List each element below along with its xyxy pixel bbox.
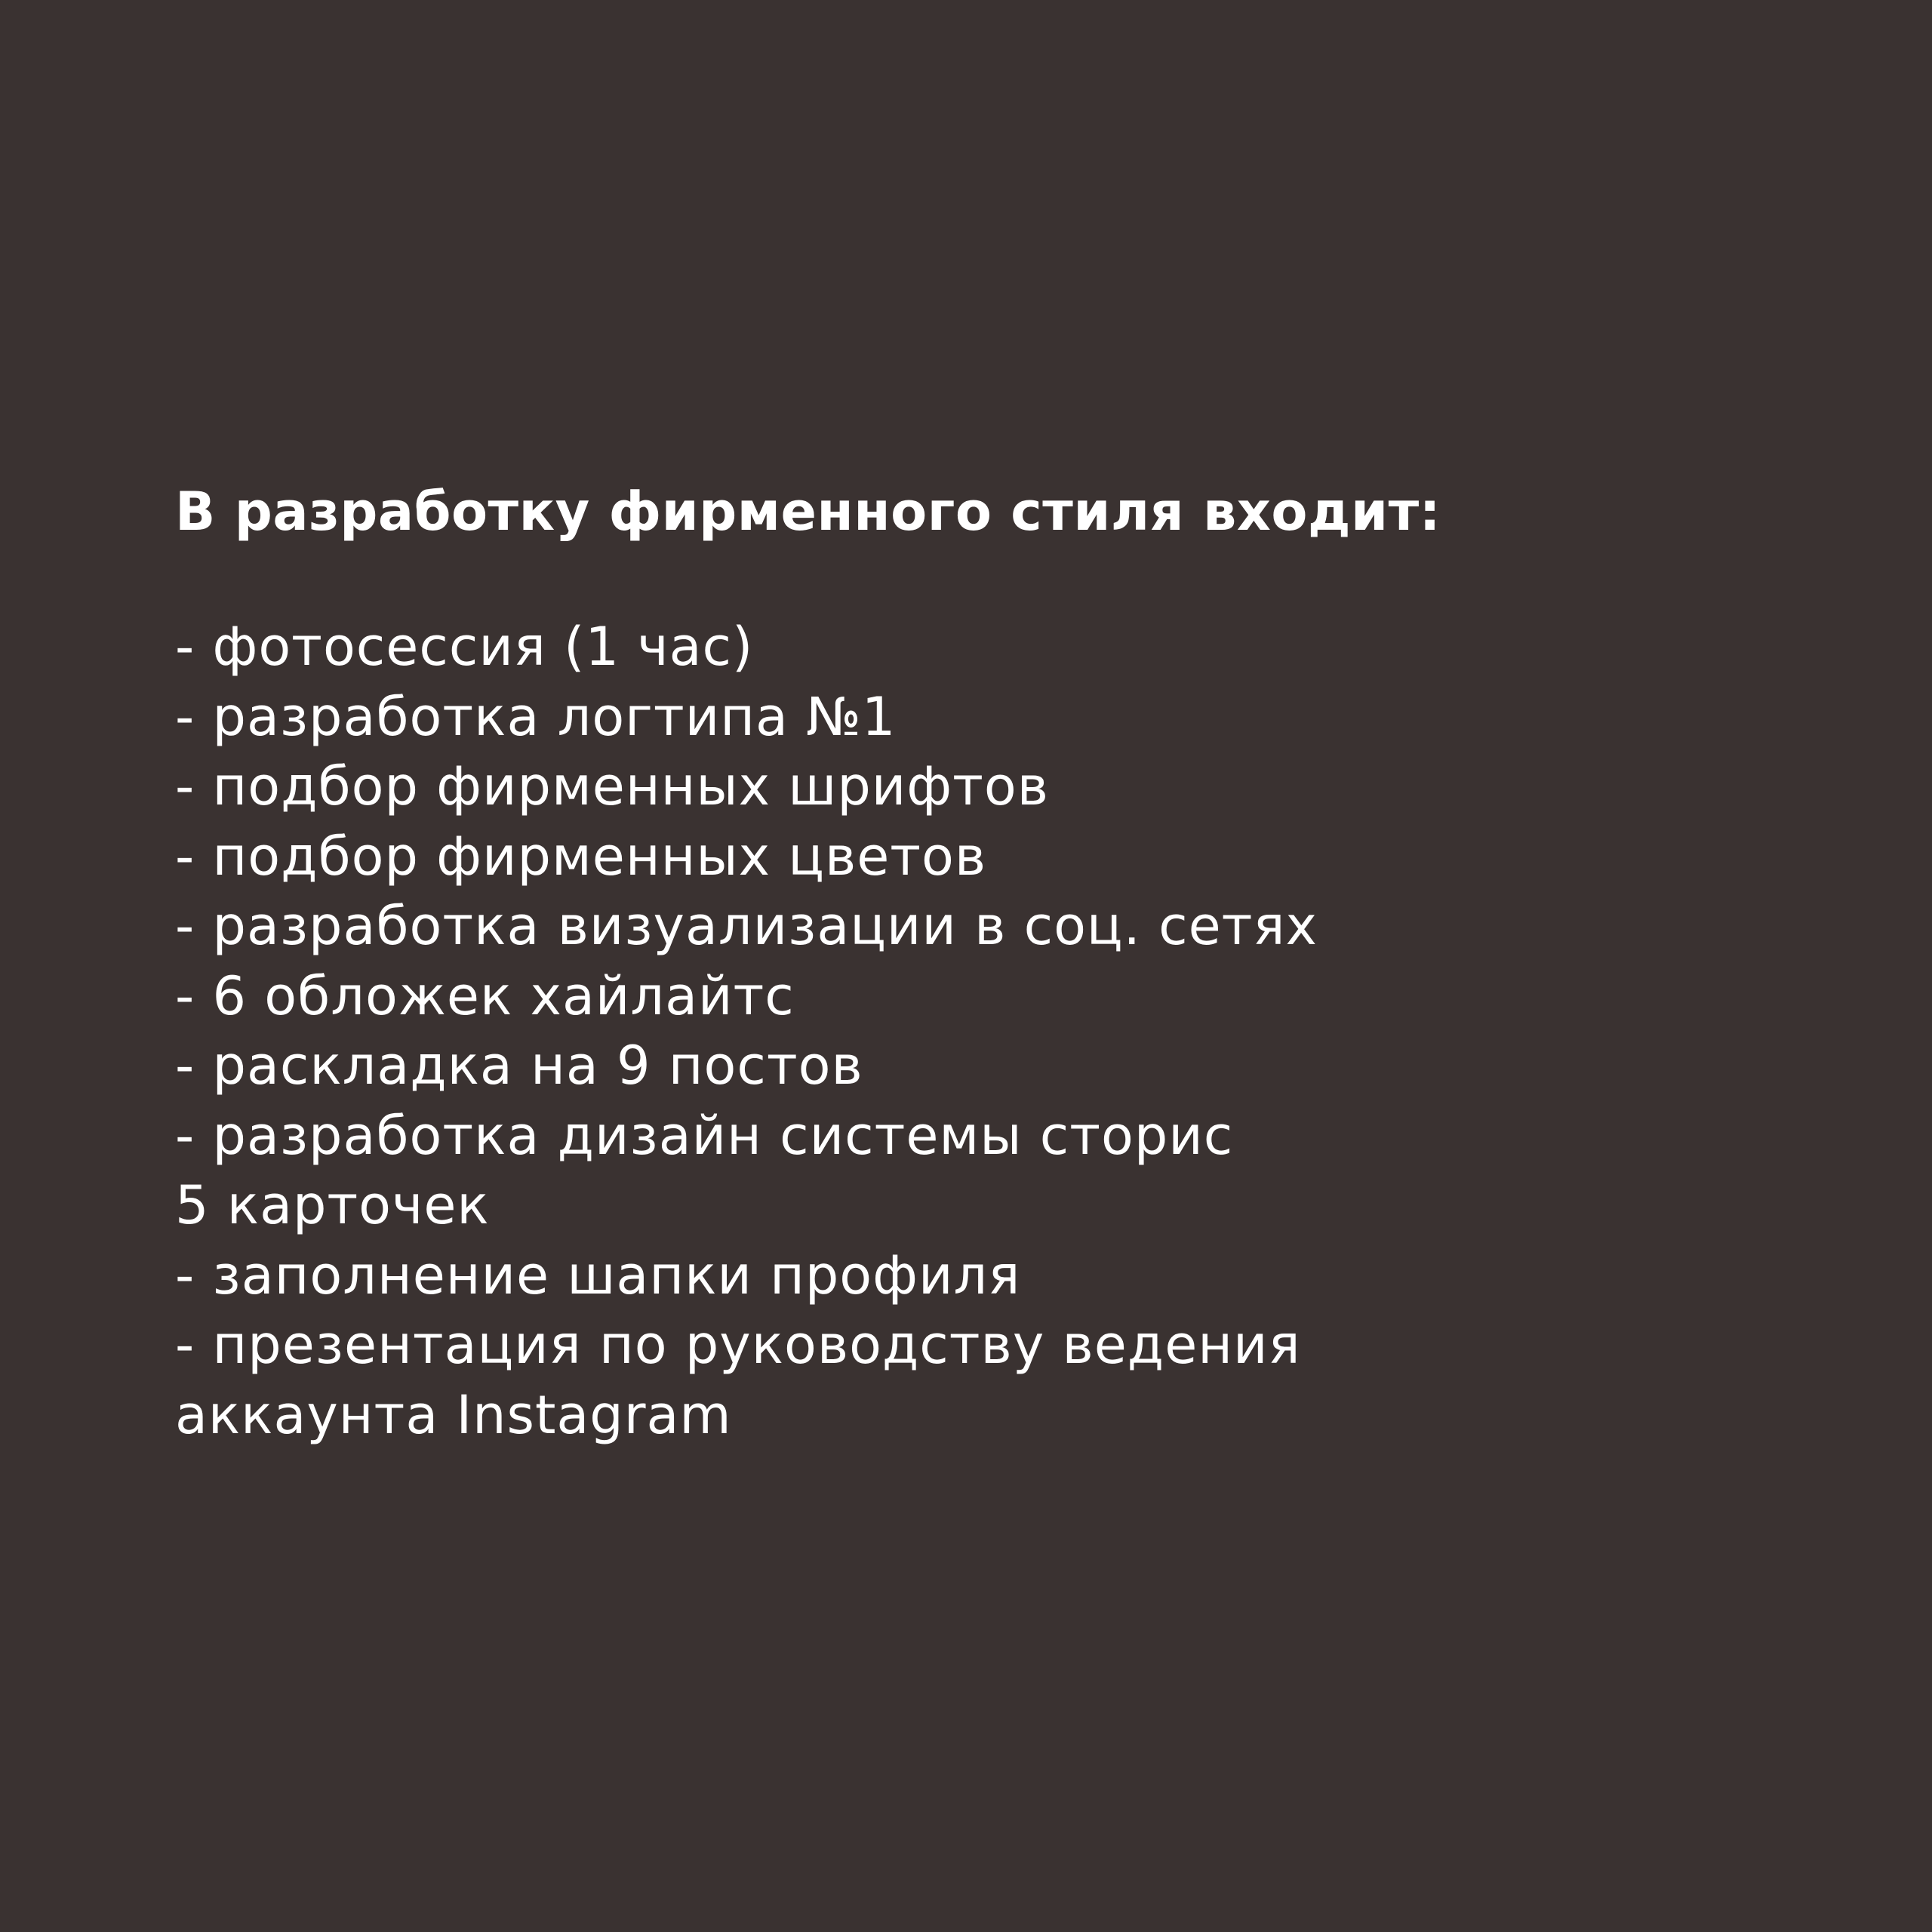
- list-item: - подбор фирменных цветов: [175, 825, 987, 888]
- list-item: - разработка визуализации в соц. сетях: [175, 895, 1318, 957]
- list-item: - разработка логтипа №1: [175, 685, 897, 748]
- slide-heading: В разработку фирменного стиля входит:: [175, 481, 1441, 543]
- services-list: [175, 612, 1760, 1450]
- list-item: аккаунта Instagram: [175, 1383, 732, 1446]
- list-item: - презентация по руководству ведения: [175, 1314, 1301, 1376]
- slide-content: [175, 474, 1760, 1450]
- list-item: 5 карточек: [175, 1174, 490, 1236]
- list-item: - заполнение шапки профиля: [175, 1244, 1021, 1306]
- list-item: - фотосессия (1 час): [175, 616, 754, 678]
- list-item: - 6 обложек хайлайтс: [175, 964, 795, 1027]
- list-item: - разработка дизайн системы сторис: [175, 1104, 1234, 1167]
- list-item: - раскладка на 9 постов: [175, 1035, 863, 1097]
- list-item: - подбор фирменных шрифтов: [175, 755, 1049, 817]
